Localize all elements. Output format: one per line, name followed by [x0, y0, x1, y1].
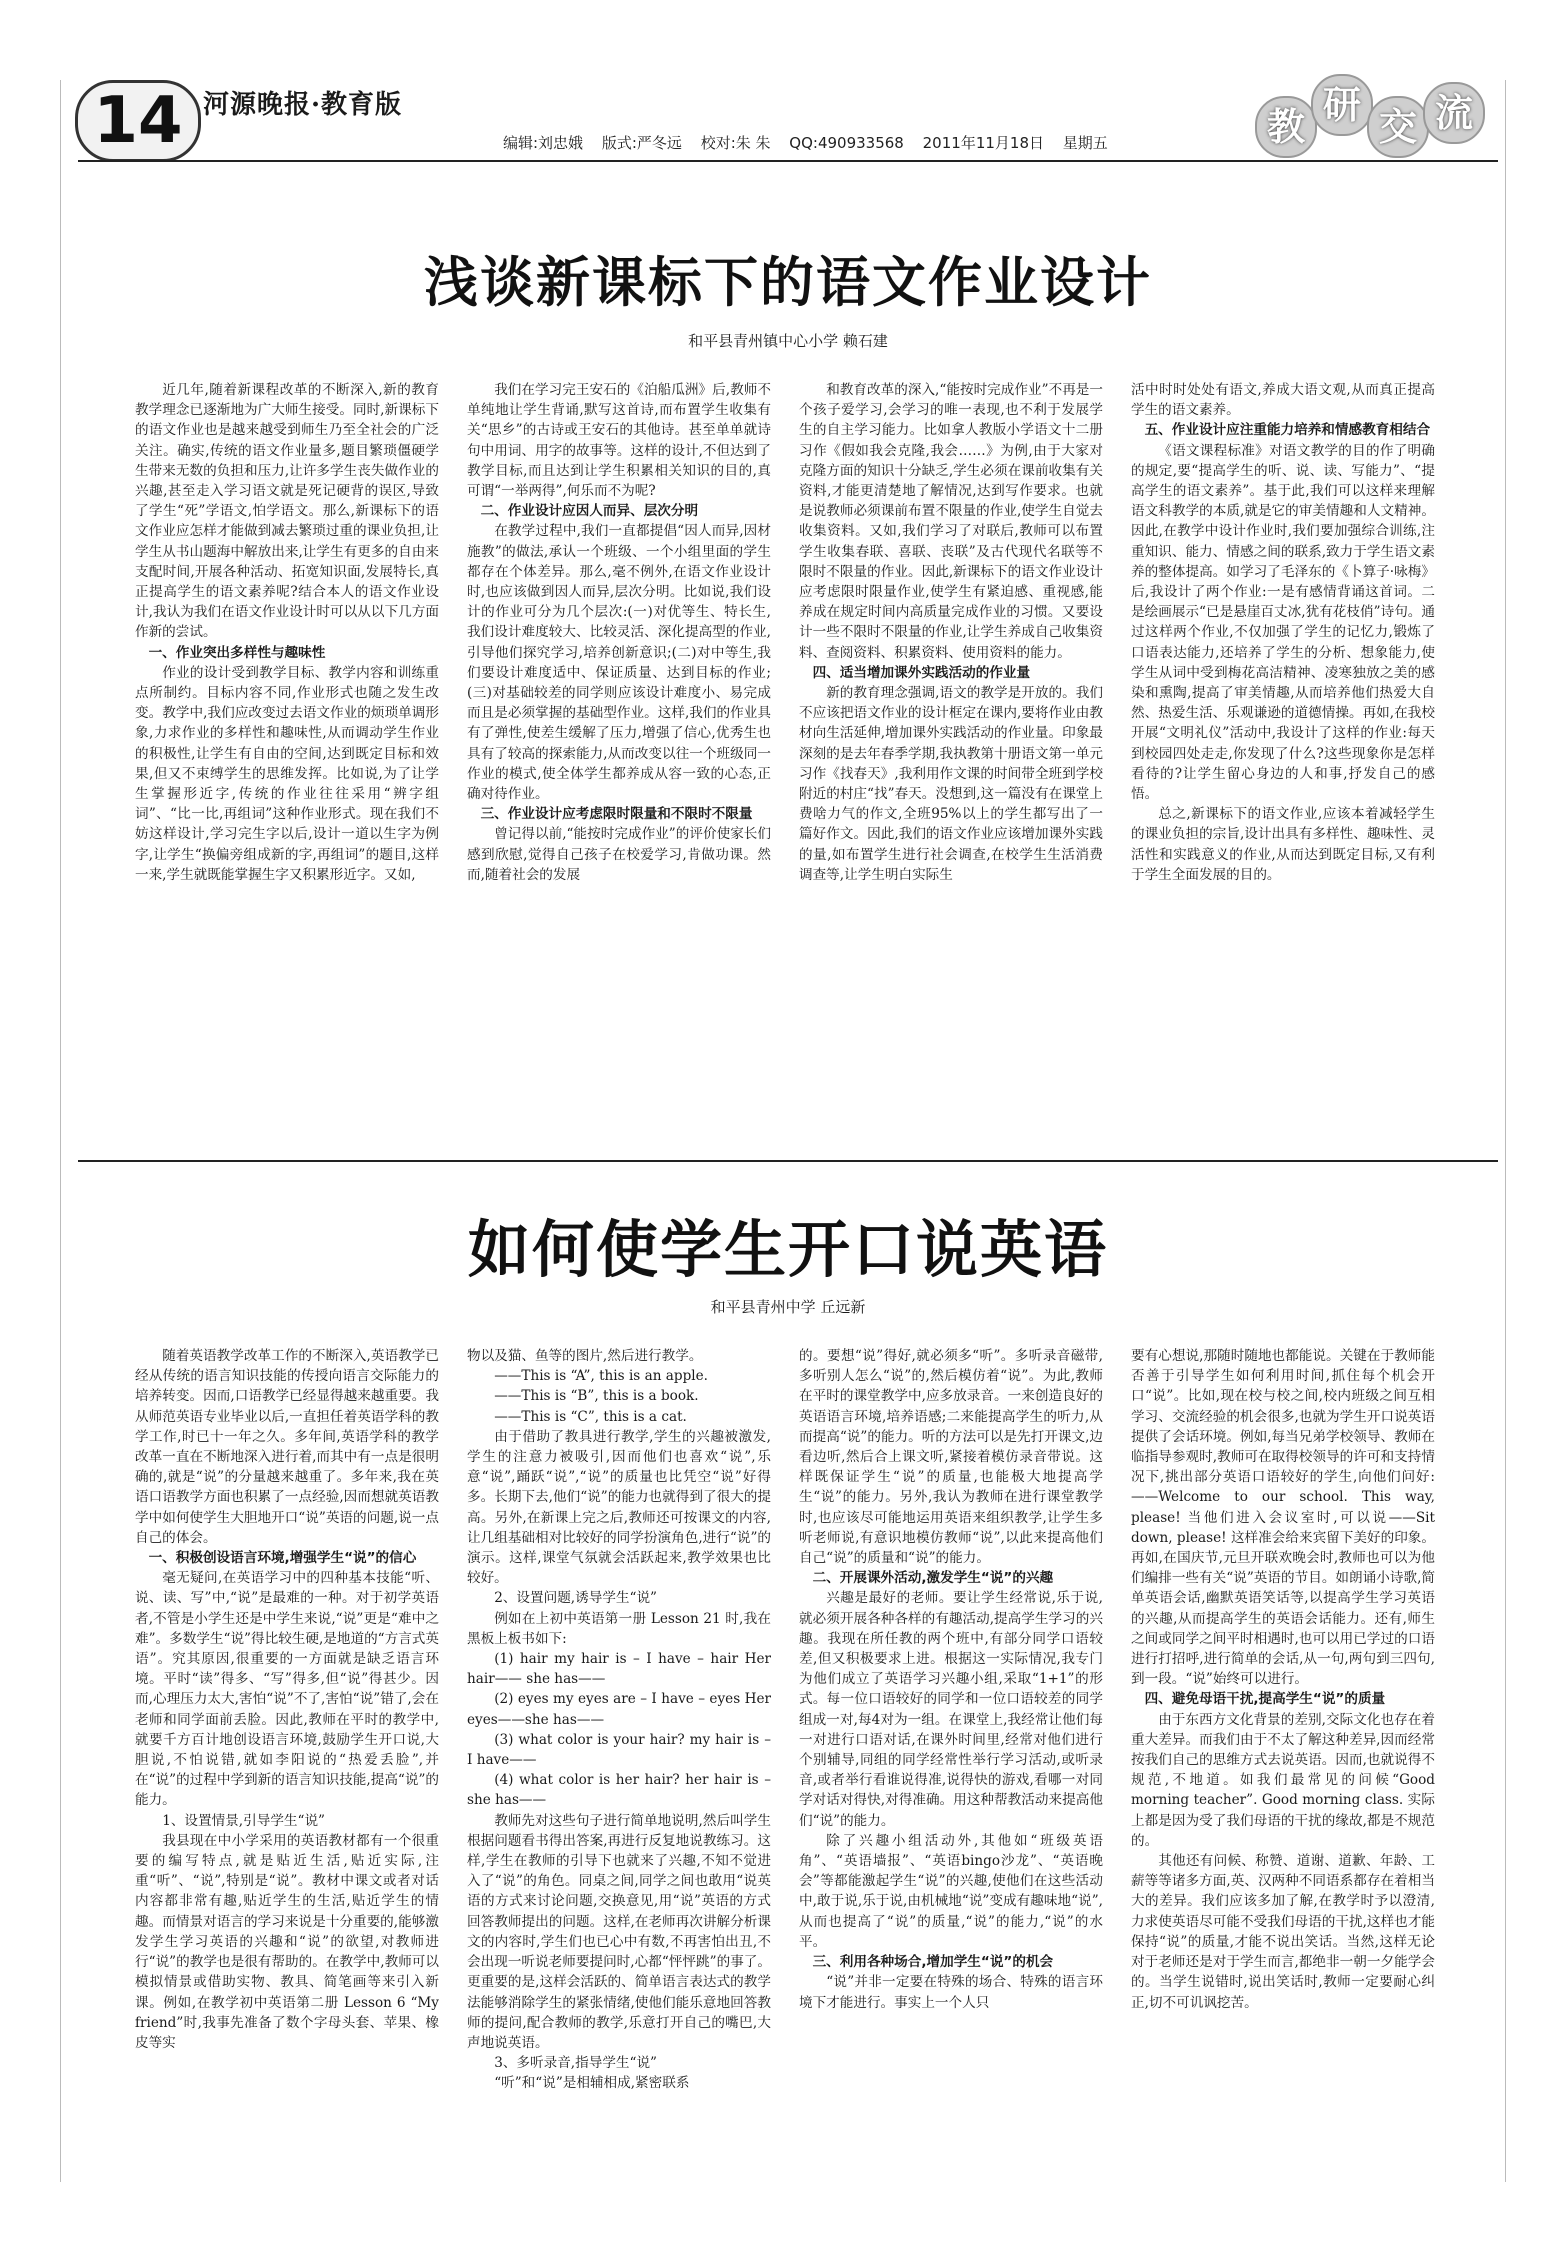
section-heading: 五、作业设计应注重能力培养和情感教育相结合: [1144, 422, 1431, 439]
paragraph: 我县现在中小学采用的英语教材都有一个很重要的编写特点,就是贴近生活,贴近实际,注重“听”、“说”,特别是“说”。教材中课文或者对话内容都非常有趣,贴近学生的生活,贴近学生的情趣。而情景对语言的学习来说是十分重要的,能够激发学生学习英语的兴趣和“说”的欲望,对教师进行“说”的教学也是很有帮助的。在教学中,教师可以模拟情景或借助实物、教具、简笔画等来引入新课。例如,在教学初中英语第二册 Lesson 6 “My friend”时,我事先准备了数个字母头套、苹果、橡皮等实: [135, 1832, 439, 2051]
section-title: [1255, 74, 1495, 158]
section-heading: 一、作业突出多样性与趣味性: [148, 644, 326, 661]
section-char: 交: [1367, 96, 1429, 158]
paragraph: 兴趣是最好的老师。要让学生经常说,乐于说,就必须开展各种各样的有趣活动,提高学生学习的兴趣。我现在所任教的两个班中,有部分同学口语较差,但又积极要求上进。根据这一实际情况,我专门为他们成立了英语学习兴趣小组,采取“1+1”的形式。每一位口语较好的同学和一位口语较差的同学组成一对,每4对为一组。在课堂上,我经常让他们每一对进行口语对话,在课外时间里,经常对他们进行个别辅导,同组的同学经常性举行学习活动,或听录音,或者举行看谁说得准,说得快的游戏,看哪一对同学对话对得快,对得准确。用这种帮教活动来提高他们“说”的能力。: [799, 1590, 1103, 1829]
article-divider: [78, 1160, 1498, 1162]
article2-body: [135, 1346, 1435, 2168]
paragraph: 毫无疑问,在英语学习中的四种基本技能“听、说、读、写”中,“说”是最难的一种。对于初学英语者,不管是小学生还是中学生来说,“说”更是“难中之难”。多数学生“说”得比较生硬,是地道的“方言式英语”。究其原因,很重要的一方面就是缺乏语言环境。平时“读”得多、“写”得多,但“说”得甚少。因而,心理压力太大,害怕“说”不了,害怕“说”错了,会在老师和同学面前丢脸。因此,教师在平时的教学中,就要千方百计地创设语言环境,鼓励学生开口说,大胆说,不怕说错,就如李阳说的“热爱丢脸”,并在“说”的过程中学到新的语言知识技能,提高“说”的能力。: [135, 1570, 439, 1809]
paragraph: 我们在学习完王安石的《泊船瓜洲》后,教师不单纯地让学生背诵,默写这首诗,而布置学生收集有关“思乡”的古诗或王安石的其他诗。甚至单单就诗句中用词、用字的故事等。这样的设计,不但达到了教学目标,而且达到让学生积累相关知识的目的,真可谓“一举两得”,何乐而不为呢?: [467, 382, 771, 500]
paragraph: 3、多听录音,指导学生“说”: [494, 2055, 657, 2072]
paragraph: 和教育改革的深入,“能按时完成作业”不再是一个孩子爱学习,会学习的唯一表现,也不利于发展学生的自主学习能力。比如拿人教版小学语文十二册习作《假如我会克隆,我会……》为例,由于大家对克隆方面的知识十分缺乏,学生必须在课前收集有关资料,才能更清楚地了解情况,达到写作要求。也就是说教师必须课前布置不限量的作业,使学生自觉去收集资料。又如,我们学习了对联后,教师可以布置学生收集春联、喜联、丧联”及古代现代名联等不限时不限量的作业。因此,新课标下的语文作业设计应考虑限时限量作业,使学生有紧迫感、重视感,能养成在规定时间内高质量完成作业的习惯。又要设计一些不限时不限量的作业,让学生养成自己收集资料、查阅资料、积累资料、使用资料的能力。: [799, 382, 1103, 661]
text-column: [467, 380, 771, 1120]
paragraph: (2) eyes my eyes are – I have – eyes Her eyes——she has——: [467, 1691, 771, 1728]
article1-title: 浅谈新课标下的语文作业设计: [424, 251, 1152, 314]
paragraph: 《语文课程标准》对语文教学的目的作了明确的规定,要“提高学生的听、说、读、写能力”、“提高学生的语文素养”。基于此,我们可以这样来理解语文科教学的本质,就是它的审美情趣和人文精神。因此,在教学中设计作业时,我们要加强综合训练,注重知识、能力、情感之间的联系,致力于学生语文素养的整体提高。如学习了毛泽东的《卜算子·咏梅》后,我设计了两个作业:一是有感情背诵这首词。二是绘画展示“已是悬崖百丈冰,犹有花枝俏”诗句。通过这样两个作业,不仅加强了学生的记忆力,锻炼了口语表达能力,还培养了学生的分析、想象能力,使学生从词中受到梅花高洁精神、凌寒独放之美的感染和熏陶,提高了审美情趣,从而培养他们热爱大自然、热爱生活、乐观谦逊的道德情操。再如,在我校开展“文明礼仪”活动中,我设计了这样的作业:每天到校园四处走走,你发现了什么?这些现象你是怎样看待的?让学生留心身边的人和事,抒发自己的感悟。: [1131, 442, 1435, 803]
paragraph: 物以及猫、鱼等的图片,然后进行教学。: [467, 1348, 703, 1364]
article1-body: [135, 380, 1435, 1120]
paragraph: 由于借助了教具进行教学,学生的兴趣被激发,学生的注意力被吸引,因而他们也喜欢“说”,乐意“说”,踊跃“说”,“说”的质量也比凭空“说”好得多。长期下去,他们“说”的能力也就得到了很大的提高。另外,在新课上完之后,教师还可按课文的内容,让几组基础相对比较好的同学扮演角色,进行“说”的演示。这样,课堂气氛就会活跃起来,教学效果也比较好。: [467, 1428, 771, 1587]
paragraph: 除了兴趣小组活动外,其他如“班级英语角”、“英语墙报”、“英语bingo沙龙”、“英语晚会”等都能激起学生“说”的兴趣,使他们在这些活动中,敢于说,乐于说,由机械地“说”变成有趣味地“说”,从而也提高了“说”的质量,“说”的能力,“说”的水平。: [799, 1832, 1103, 1950]
weekday: 星期五: [1062, 134, 1108, 152]
text-column: [1131, 380, 1435, 1120]
paragraph: 总之,新课标下的语文作业,应该本着减轻学生的课业负担的宗旨,设计出具有多样性、趣味性、灵活性和实践意义的作业,从而达到既定目标,又有利于学生全面发展的目的。: [1131, 806, 1435, 883]
section-heading: 三、利用各种场合,增加学生“说”的机会: [812, 1954, 1054, 1971]
paragraph: 1、设置情景,引导学生“说”: [162, 1812, 325, 1829]
text-column: [799, 1346, 1103, 2168]
qq-number: QQ:490933568: [789, 134, 904, 152]
paragraph: 活中时时处处有语文,养成大语文观,从而真正提高学生的语文素养。: [1131, 382, 1435, 419]
paragraph: 其他还有问候、称赞、道谢、道歉、年龄、工薪等等诸多方面,英、汉两种不同语系都存在着相当大的差异。我们应该多加了解,在教学时予以澄清,力求使英语尽可能不受我们母语的干扰,这样也才能保持“说”的质量,才能不说出笑话。当然,这样无论对于老师还是对于学生而言,都绝非一朝一夕能学会的。当学生说错时,说出笑话时,教师一定要耐心纠正,切不可讥讽挖苦。: [1131, 1853, 1435, 2011]
paragraph: “说”并非一定要在特殊的场合、特殊的语言环境下才能进行。事实上一个人只: [799, 1974, 1103, 2011]
text-column: [467, 1346, 771, 2168]
publication-name: 河源晚报·教育版: [203, 90, 403, 120]
page-number: 14: [75, 80, 201, 162]
section-heading: 四、避免母语干扰,提高学生“说”的质量: [1144, 1691, 1386, 1708]
paragraph: (1) hair my hair is – I have – hair Her hair—— she has——: [467, 1651, 771, 1688]
proofreader: 校对:朱 朱: [700, 134, 771, 152]
paragraph: 要有心想说,那随时随地也都能说。关键在于教师能否善于引导学生如何利用时间,抓住每个机会开口“说”。比如,现在校与校之间,校内班级之间互相学习、交流经验的机会很多,也就为学生开口说英语提供了会话环境。例如,每当兄弟学校领导、教师在临指导参观时,教师可在取得校领导的许可和支持情况下,挑出部分英语口语较好的学生,向他们问好:——Welcome to our school. This way, please! 当他们进入会议室时,可以说——Sit down, please! 这样准会给来宾留下美好的印象。再如,在国庆节,元旦开联欢晚会时,教师也可以为他们编排一些有关“说”英语的节目。如朗诵小诗歌,简单英语会话,幽默英语笑话等,以提高学生学习英语的兴趣,从而提高学生的英语会话能力。还有,师生之间或同学之间平时相遇时,也可以用已学过的口语进行打招呼,进行简单的会话,从一句,两句到三四句,到一段。“说”始终可以进行。: [1131, 1348, 1435, 1688]
editor: 编辑:刘忠娥: [503, 134, 584, 152]
section-heading: 三、作业设计应考虑限时限量和不限时不限量: [480, 806, 753, 823]
page-header: [75, 78, 1495, 173]
paragraph: 的。要想“说”得好,就必须多“听”。多听录音磁带,多听别人怎么“说”的,然后模仿着“说”。为此,教师在平时的课堂教学中,应多放录音。一来创造良好的英语语言环境,培养语感;二来能提高学生的听力,从而提高“说”的能力。听的方法可以是先打开课文,边看边听,然后合上课文听,紧接着模仿录音带说。这样既保证学生“说”的质量,也能极大地提高学生“说”的能力。另外,我认为教师在进行课堂教学时,也应该尽可能地运用英语来组织教学,让学生多听老师说,有意识地模仿教师“说”,以此来提高他们自己“说”的质量和“说”的能力。: [799, 1348, 1103, 1567]
text-column: [1131, 1346, 1435, 2168]
paragraph: 近几年,随着新课程改革的不断深入,新的教育教学理念已逐渐地为广大师生接受。同时,新课标下的语文作业也是越来越受到师生乃至全社会的广泛关注。确实,传统的语文作业量多,题目繁琐僵硬学生带来无数的负担和压力,让许多学生丧失做作业的兴趣,甚至走入学习语文就是死记硬背的误区,导致了学生“死”学语文,怕学语文。那么,新课标下的语文作业应怎样才能做到减去繁琐过重的课业负担,让学生从书山题海中解放出来,让学生有更多的自由来支配时间,开展各种活动、拓宽知识面,发展特长,真正提高学生的语文素养呢?结合本人的语文作业设计,我认为我们在语文作业设计时可以从以下几方面作新的尝试。: [135, 382, 439, 641]
text-column: [135, 380, 439, 1120]
paragraph: 例如在上初中英语第一册 Lesson 21 时,我在黑板上板书如下:: [467, 1610, 771, 1647]
paragraph: 随着英语教学改革工作的不断深入,英语教学已经从传统的语言知识技能的传授向语言交际能力的培养转变。因而,口语教学已经显得越来越重要。我从师范英语专业毕业以后,一直担任着英语学科的教学工作,时已十一年之久。多年间,英语学科的教学改革一直在不断地深入进行着,而其中有一点是很明确的,就是“说”的分量越来越重了。多年来,我在英语口语教学方面也积累了一点经验,因而想就英语教学中如何使学生大胆地开口“说”英语的问题,说一点自己的体会。: [135, 1348, 439, 1546]
article1-byline: 和平县青州镇中心小学 赖石建: [688, 332, 888, 350]
paragraph: 曾记得以前,“能按时完成作业”的评价使家长们感到欣慰,觉得自己孩子在校爱学习,肯做功课。然而,随着社会的发展: [467, 826, 771, 883]
section-char: 研: [1311, 74, 1373, 136]
paragraph: ——This is “C”, this is a cat.: [494, 1408, 687, 1425]
paragraph: “听”和“说”是相辅相成,紧密联系: [494, 2075, 690, 2092]
section-heading: 一、积极创设语言环境,增强学生“说”的信心: [148, 1550, 417, 1567]
header-divider: [78, 160, 1498, 162]
paragraph: 教师先对这些句子进行简单地说明,然后叫学生根据问题看书得出答案,再进行反复地说教练习。这样,学生在教师的引导下也就来了兴趣,不知不觉进入了“说”的角色。同桌之间,同学之间也敢用“说英语的方式来讨论问题,交换意见,用“说”英语的方式回答教师提出的问题。这样,在老师再次讲解分析课文的内容时,学生们也已心中有数,不再害怕出丑,不会出现一听说老师要提问时,心都“怦怦跳”的事了。更重要的是,这样会活跃的、简单语言表达式的教学法能够消除学生的紧张情绪,使他们能乐意地回答教师的提问,配合教师的教学,乐意打开自己的嘴巴,大声地说英语。: [467, 1812, 771, 2051]
paragraph: 在教学过程中,我们一直都提倡“因人而异,因材施教”的做法,承认一个班级、一个小组里面的学生都存在个体差异。那么,毫不例外,在语文作业设计时,也应该做到因人而异,层次分明。比如说,我们设计的作业可分为几个层次:(一)对优等生、特长生,我们设计难度较大、比较灵活、深化提高型的作业,引导他们探究学习,培养创新意识;(二)对中等生,我们要设计难度适中、保证质量、达到目标的作业;(三)对基础较差的同学则应该设计难度小、易完成而且是必须掌握的基础型作业。这样,我们的作业具有了弹性,使差生缓解了压力,增强了信心,优秀生也具有了较高的探索能力,从而改变以往一个班级同一作业的模式,使全体学生都养成从容一致的心态,正确对待作业。: [467, 523, 771, 803]
paragraph: 由于东西方文化背景的差别,交际文化也存在着重大差异。而我们由于不太了解这种差异,因而经常按我们自己的思维方式去说英语。因而,也就说得不规范,不地道。如我们最常见的问候“Good morning teacher”. Good morning class. 实际上都是因为受了我们母语的干扰的缘故,都是不规范的。: [1131, 1711, 1435, 1849]
paragraph: 新的教育理念强调,语文的教学是开放的。我们不应该把语文作业的设计框定在课内,要将作业由教材向生活延伸,增加课外实践活动的作业量。印象最深刻的是去年春季学期,我执教第十册语文第一单元习作《找春天》,我利用作文课的时间带全班到学校附近的村庄“找”春天。没想到,这一篇没有在课堂上费啥力气的作文,全班95%以上的学生都写出了一篇好作文。因此,我们的语文作业应该增加课外实践的量,如布置学生进行社会调查,在校学生生活消费调查等,让学生明白实际生: [799, 685, 1103, 883]
layout-editor: 版式:严冬远: [601, 134, 682, 152]
section-heading: 二、开展课外活动,激发学生“说”的兴趣: [812, 1570, 1054, 1587]
section-heading: 二、作业设计应因人而异、层次分明: [480, 503, 699, 520]
header-meta: [503, 132, 1122, 153]
section-char: 流: [1423, 82, 1485, 144]
section-char: 教: [1255, 96, 1317, 158]
article2-byline: 和平县青州中学 丘远新: [710, 1298, 866, 1316]
paragraph: ——This is “A”, this is an apple.: [494, 1368, 709, 1385]
text-column: [135, 1346, 439, 2168]
paragraph: ——This is “B”, this is a book.: [494, 1388, 699, 1405]
text-column: [799, 380, 1103, 1120]
article2-title: 如何使学生开口说英语: [467, 1213, 1108, 1286]
paragraph: 作业的设计受到教学目标、教学内容和训练重点所制约。目标内容不同,作业形式也随之发生改变。教学中,我们应改变过去语文作业的烦琐单调形象,力求作业的多样性和趣味性,从而调动学生作业的积极性,让学生有自由的空间,达到既定目标和效果,但又不束缚学生的思维发挥。比如说,为了让学生掌握形近字,传统的作业往往采用“辨字组词”、“比一比,再组词”这种作业形式。现在我们不妨这样设计,学习完生字以后,设计一道以生字为例字,让学生“换偏旁组成新的字,再组词”的题目,这样一来,学生就既能掌握生字又积累形近字。又如,: [135, 664, 439, 883]
paragraph: 2、设置问题,诱导学生“说”: [494, 1590, 657, 1607]
section-heading: 四、适当增加课外实践活动的作业量: [812, 664, 1031, 681]
issue-date: 2011年11月18日: [922, 134, 1044, 152]
paragraph: (3) what color is your hair? my hair is – I have——: [467, 1731, 771, 1769]
paragraph: (4) what color is her hair? her hair is – she has——: [467, 1772, 771, 1809]
